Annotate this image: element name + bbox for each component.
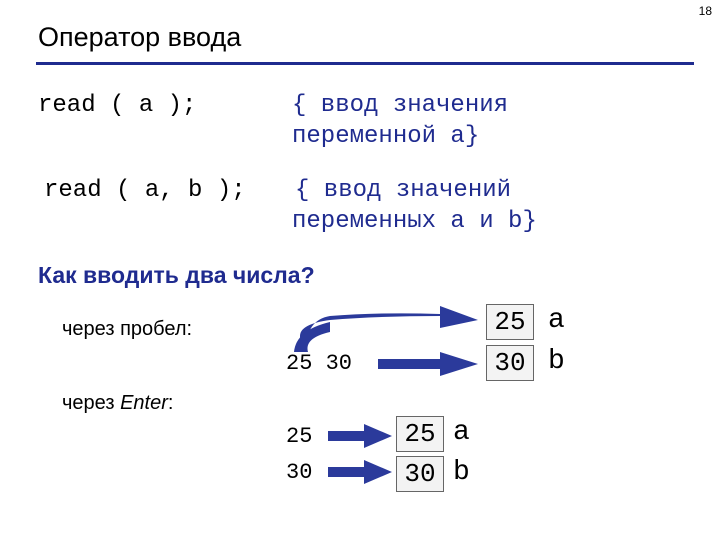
enter-input-1: 25 <box>286 424 313 449</box>
enter-method-label <box>62 392 173 415</box>
enter-label-suffix: : <box>167 392 174 414</box>
question-heading: Как вводить два числа? <box>38 262 315 288</box>
memory-cell-b: 30 <box>486 345 534 381</box>
straight-arrow <box>378 352 478 376</box>
comment-read-a-line2: переменной a} <box>292 123 480 150</box>
comment-read-a-b-line1: { ввод значений <box>295 177 512 204</box>
enter-label-key: Enter <box>120 392 168 414</box>
enter-label-prefix: через <box>62 392 121 414</box>
variable-name-b: b <box>548 346 565 377</box>
enter-variable-name-b: b <box>453 457 470 488</box>
enter-variable-name-a: a <box>453 417 470 448</box>
slide-number: 18 <box>698 4 712 18</box>
code-read-a: read ( a ); <box>38 92 197 119</box>
enter-input-2: 30 <box>286 460 313 485</box>
enter-memory-cell-a: 25 <box>396 416 444 452</box>
comment-read-a-line1: { ввод значения <box>292 92 509 119</box>
enter-arrow-1 <box>328 424 392 448</box>
space-method-label: через пробел: <box>62 318 193 340</box>
slide-title: Оператор ввода <box>38 22 242 52</box>
space-method-input: 25 30 <box>286 351 353 376</box>
enter-arrow-2 <box>328 460 392 484</box>
enter-memory-cell-b: 30 <box>396 456 444 492</box>
memory-cell-a: 25 <box>486 304 534 340</box>
variable-name-a: a <box>548 305 565 336</box>
comment-read-a-b-line2: переменных a и b} <box>292 208 537 235</box>
code-read-a-b: read ( a, b ); <box>44 177 246 204</box>
